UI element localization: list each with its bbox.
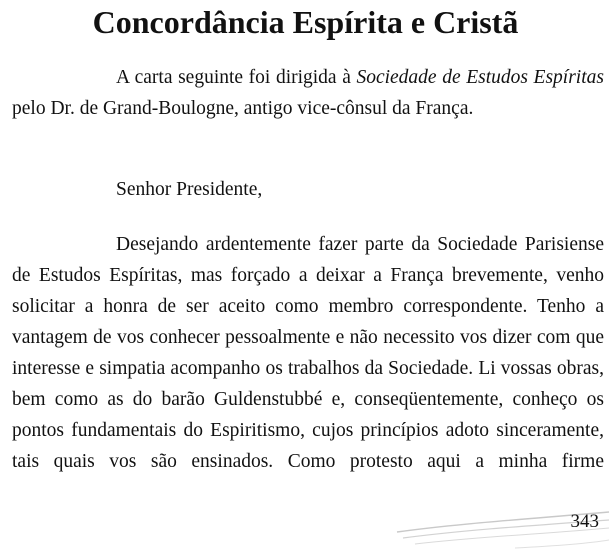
intro-text-after: pelo Dr. de Grand-Boulogne, antigo vice-cônsul da França. — [12, 98, 474, 119]
letter-paragraph-text: Desejando ardentemente fazer parte da Sociedade Parisiense de Estudos Espíritas, mas forçado a deixar a França brevemente, venho solicitar a honra de ser aceito como membro correspondente. Tenho a vantagem de vos conhecer pessoalmente e não necessito vos dizer com que interesse e simpatia acompanho os trabalhos da Sociedade. Li vossas obras, bem como as do barão Guldenstubbé e, conseqüentemente, conheço os pontos fundamentais do Espiritismo, cujos princípios adoto sinceramente, tais quais vos são ensinados. Como protesto aqui a minha firme — [12, 234, 604, 472]
page-number: 343 — [570, 511, 599, 532]
intro-society-name: Sociedade de Estudos Espíritas — [356, 67, 604, 88]
salutation: Senhor Presidente, — [116, 179, 263, 200]
chapter-title: Concordância Espírita e Cristã — [92, 4, 519, 40]
intro-text-before: A carta seguinte foi dirigida à — [116, 67, 357, 88]
intro-paragraph — [12, 62, 604, 124]
letter-paragraph — [12, 229, 604, 477]
